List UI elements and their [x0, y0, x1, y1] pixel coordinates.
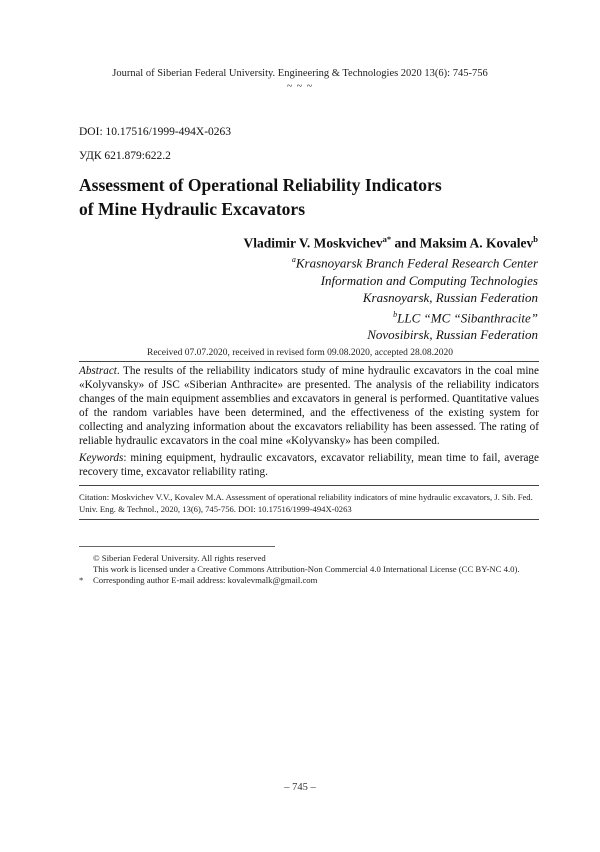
- affiliation-b-line-1: $^b$LLC “MC “Sibanthracite”: [393, 309, 538, 326]
- abstract-paragraph: [79, 365, 539, 448]
- received-dates: Received 07.07.2020, received in revised form 09.08.2020, accepted 28.08.2020: [146, 348, 454, 358]
- page-number: – 745 –: [284, 782, 316, 793]
- author-2: Maksim A. Kovalev: [419, 235, 534, 251]
- keywords-text: : mining equipment, hydraulic excavators, excavator reliability, mean time to fail, average recovery time, excavator reliability rating.: [79, 452, 539, 479]
- authors-conjunction: and: [391, 235, 420, 251]
- keywords-paragraph: [79, 452, 539, 480]
- affiliation-b-mark: b: [393, 309, 398, 319]
- journal-header: Journal of Siberian Federal University. Engineering & Technologies 2020 13(6): 745-756: [112, 68, 488, 79]
- abstract-section: [79, 365, 539, 484]
- title-line-2: of Mine Hydraulic Excavators: [79, 199, 306, 219]
- footnote-rule: [79, 546, 275, 547]
- affiliation-a-line-2: Information and Computing Technologies: [320, 272, 538, 288]
- corresponding-author-note: [79, 575, 317, 586]
- author-1: Vladimir V. Moskvichev: [243, 235, 383, 251]
- affiliation-b-line-2: Novosibirsk, Russian Federation: [367, 327, 538, 343]
- abstract-text: . The results of the reliability indicators study of mine hydraulic excavators in the coal mine «Kolyvansky» of JSC «Siberian Anthracite» are presented. The analysis of the reliability indicators changes of the main equipment assemblies and excavators in general is performed. Quantitative values of the random variables have been determined, and the effectiveness of the existing system for collecting and analyzing information about the excavators reliability has been assessed. The rating of reliable hydraulic excavators in the coal mine «Kolyvansky» has been compiled.: [79, 365, 539, 447]
- author-1-affiliation-mark: a*: [382, 234, 392, 244]
- license-note: This work is licensed under a Creative Commons Attribution-Non Commercial 4.0 International License (CC BY-NC 4.0).: [93, 564, 520, 574]
- udk-code: УДК 621.879:622.2: [79, 150, 171, 162]
- affiliations: [292, 251, 538, 344]
- affiliation-a-mark: a: [291, 255, 296, 264]
- affiliation-a-line-3: Krasnoyarsk, Russian Federation: [362, 289, 538, 305]
- footnote-asterisk: *: [79, 575, 84, 585]
- corresponding-email: Corresponding author E-mail address: kovalevmalk@gmail.com: [93, 575, 318, 585]
- keywords-label: Keywords: [79, 452, 124, 465]
- citation-top-rule: [79, 485, 539, 486]
- citation: Citation: Moskvichev V.V., Kovalev M.A. Assessment of operational reliability indicators of mine hydraulic excavators, J. Sib. Fed. Univ. Eng. & Technol., 2020, 13(6), 745-756. DOI: 10.17516/1999-494X-0263: [79, 492, 533, 514]
- abstract-label: Abstract: [79, 365, 117, 377]
- paper-title: [79, 173, 519, 221]
- copyright-note: © Siberian Federal University. All rights reserved: [93, 553, 266, 563]
- authors: [243, 234, 538, 252]
- title-line-1: Assessment of Operational Reliability Indicators: [79, 175, 442, 195]
- doi: DOI: 10.17516/1999-494X-0263: [79, 126, 232, 138]
- citation-bottom-rule: [79, 519, 539, 520]
- abstract-top-rule: [79, 361, 539, 362]
- author-2-affiliation-mark: b: [533, 234, 538, 244]
- affiliation-a-line-1: $^a$Krasnoyarsk Branch Federal Research Center: [291, 255, 538, 271]
- header-ornament: ~ ~ ~: [286, 81, 314, 92]
